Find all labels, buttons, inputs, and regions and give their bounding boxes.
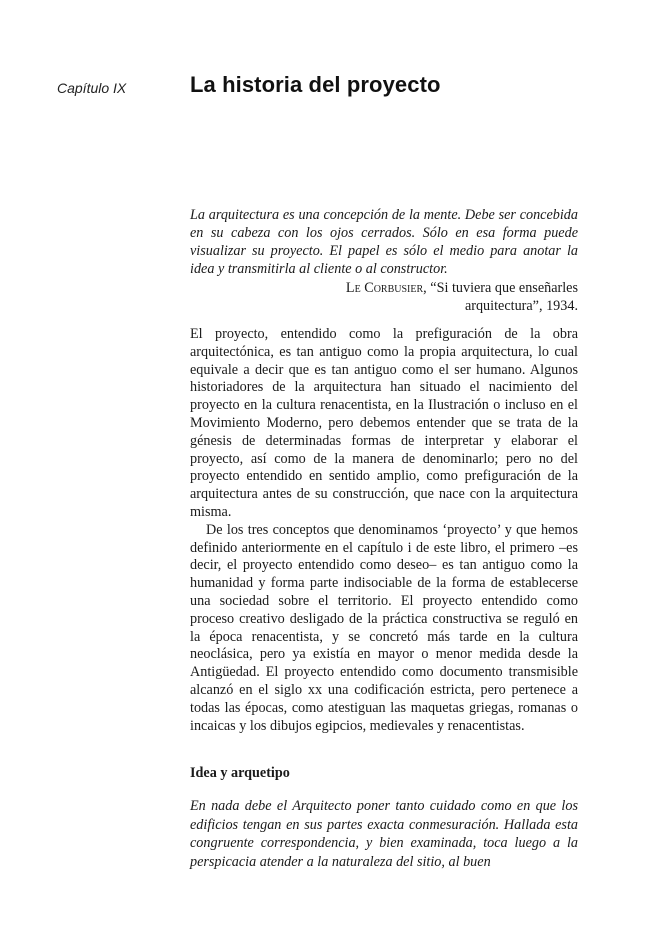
- epigraph-author: Le Corbusier: [345, 280, 424, 296]
- chapter-title: La historia del proyecto: [190, 72, 441, 97]
- section-heading: Idea y arquetipo: [190, 765, 290, 781]
- chapter-label: Capítulo IX: [57, 80, 127, 96]
- epigraph-source-line-1: “Si tuviera que enseñarles: [430, 280, 578, 296]
- paragraph-1: El proyecto, entendido como la prefiguración de la obra arquitectónica, es tan antiguo como la propia arquitectura, lo cual equivale a decir que es tan antiguo como el ser humano. Algunos historiadores de la arquitectura han situado el nacimiento del proyecto en la cultura renacentista, en la Ilustración o incluso en el Movimiento Moderno, pero debemos entender que se trata de la génesis de determinadas formas de interpretar y elaborar el proyecto, así como de la manera de denominarlo; pero no del proyecto entendido en sentido amplio, como prefiguración de la arquitectura antes de su construcción, que nace con la arquitectura misma.: [190, 326, 578, 520]
- epigraph-attribution: [190, 279, 578, 315]
- epigraph-quote: La arquitectura es una concepción de la mente. Debe ser concebida en su cabeza con los ojos cerrados. Sólo en esa forma puede visualizar su proyecto. El papel es sólo el medio para anotar la idea y transmitirla al cliente o al constructor.: [190, 207, 578, 277]
- section-epigraph: [190, 797, 578, 871]
- epigraph-source-line-2: arquitectura”, 1934.: [464, 298, 578, 314]
- epigraph: [190, 206, 578, 315]
- section-epigraph-quote: En nada debe el Arquitecto poner tanto cuidado como en que los edificios tengan en sus partes exacta conmesuración. Hallada esta congruente correspondencia, y bien examinada, toca luego a la perspicacia atender a la naturaleza del sitio, al buen: [190, 798, 578, 870]
- paragraph-2: De los tres conceptos que denominamos ‘proyecto’ y que hemos definido anteriormente en el capítulo i de este libro, el primero –es decir, el proyecto entendido como deseo– es tan antiguo como la humanidad y forma parte indisociable de la forma de establecerse una sociedad sobre el territorio. El proyecto entendido como proceso creativo desligado de la práctica constructiva se reguló en la época renacentista, y se concretó más tarde en la cultura neoclásica, pero ya existía en mayor o menor medida desde la Antigüedad. El proyecto entendido como documento transmisible alcanzó en el siglo xx una codificación estricta, pero pertenece a todas las épocas, como atestiguan las maquetas griegas, romanas o incaicas y los dibujos egipcios, medievales y renacentistas.: [190, 521, 578, 734]
- body-text: [190, 326, 578, 735]
- attribution-line-1: Le Corbusier, “Si tuviera que enseñarles: [345, 280, 578, 296]
